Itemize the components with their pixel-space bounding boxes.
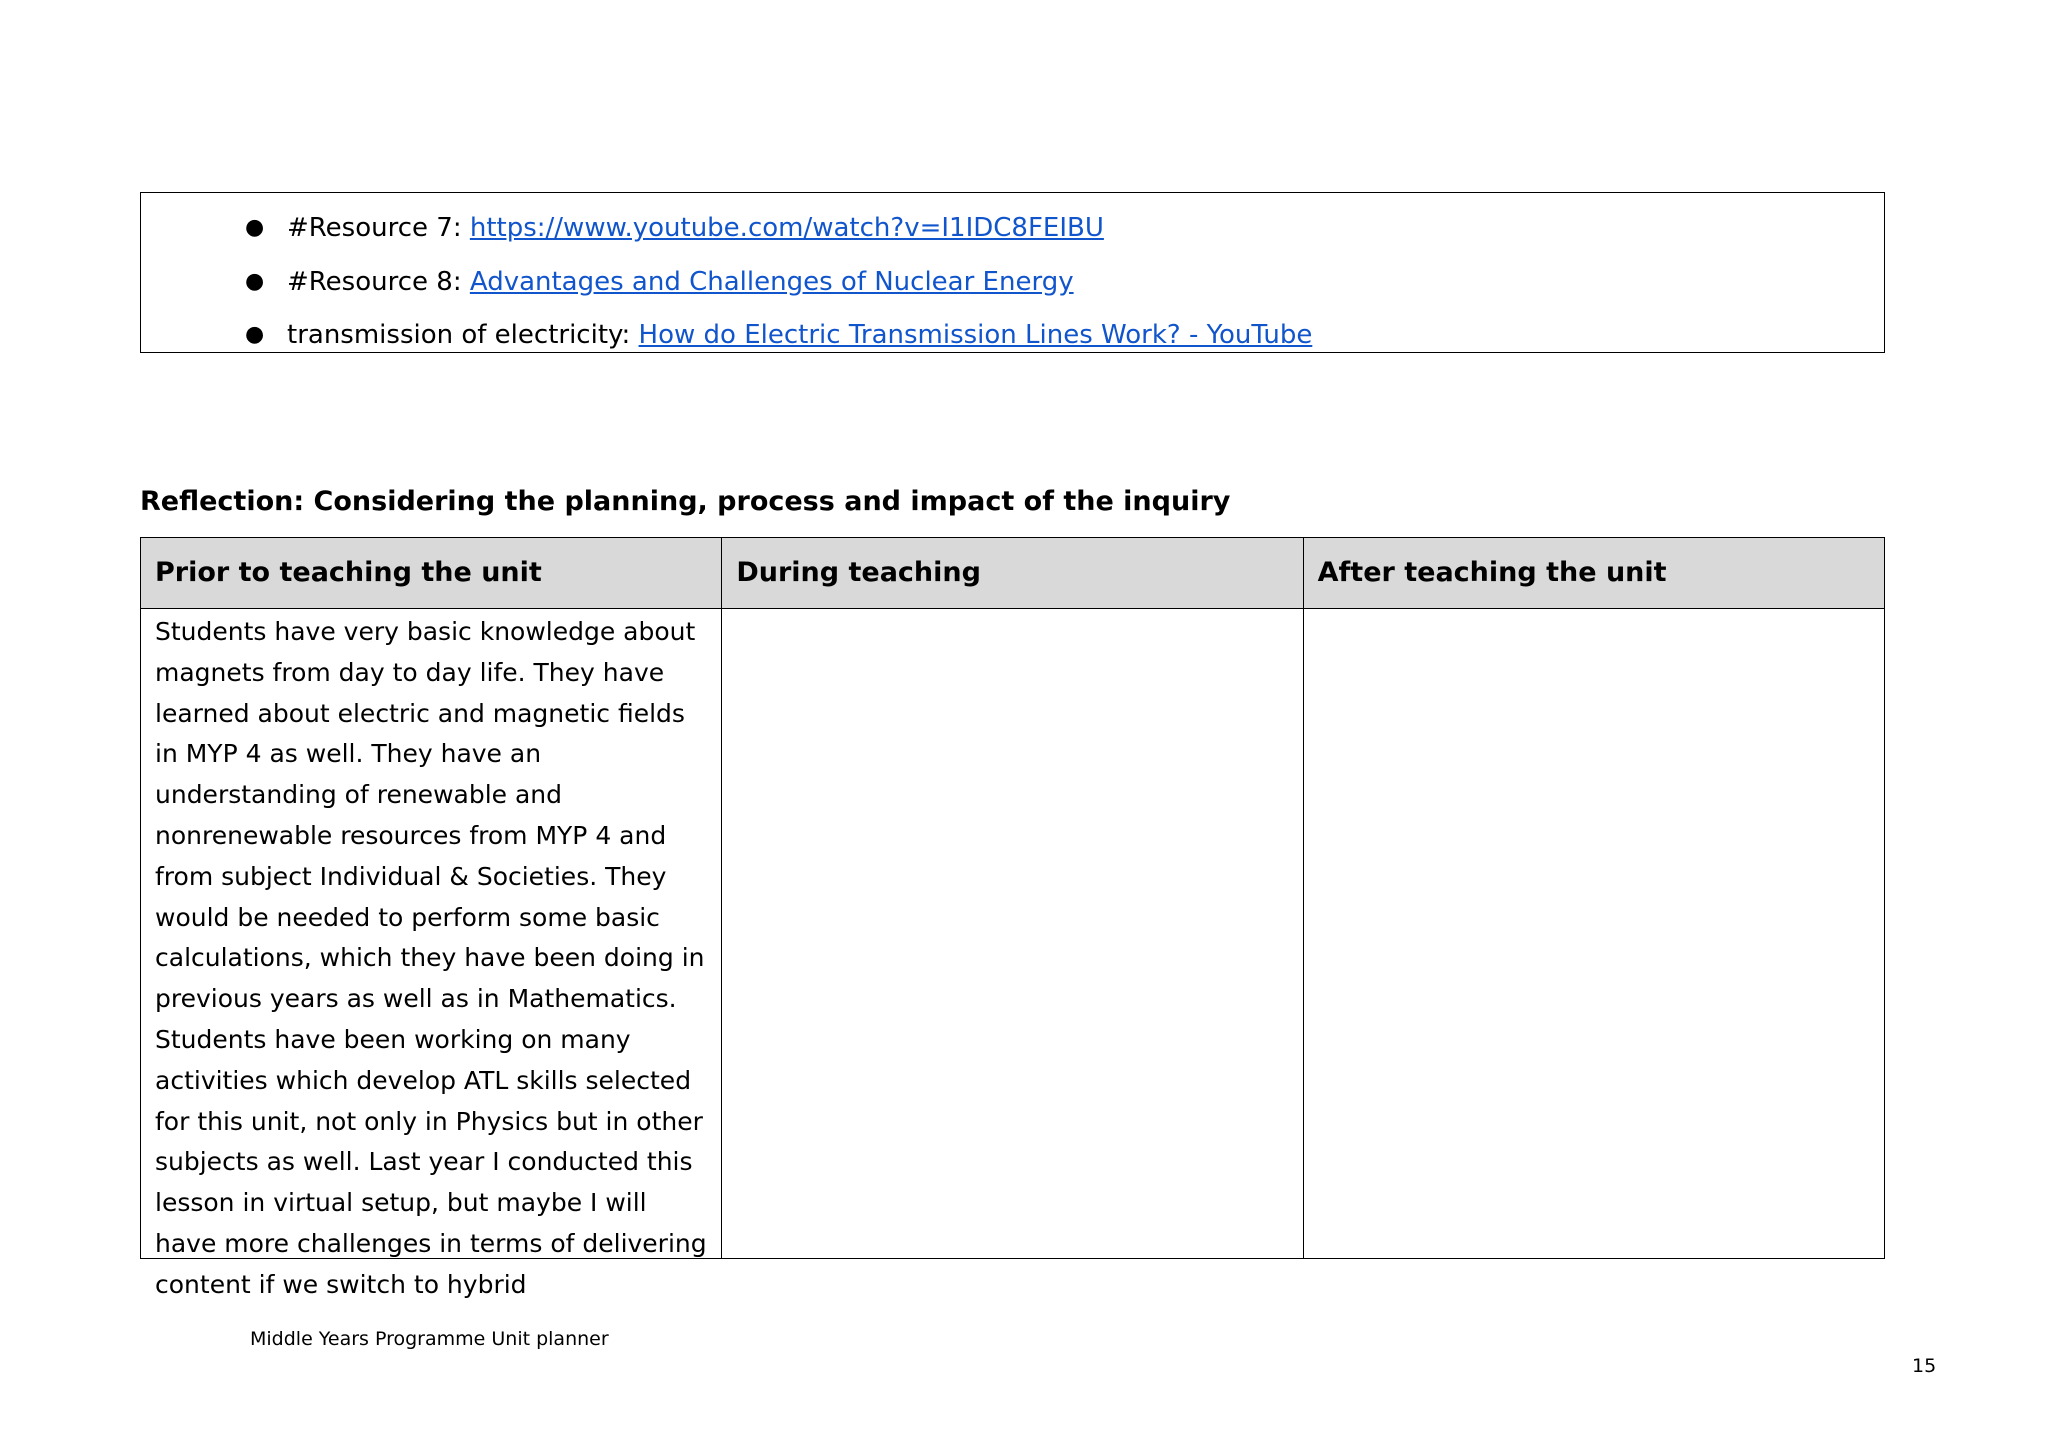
bullet-icon: ● (245, 322, 265, 347)
resource-link[interactable]: How do Electric Transmission Lines Work? - YouTube (638, 320, 1313, 350)
column-header-after: After teaching the unit (1303, 538, 1884, 609)
list-item (141, 316, 1884, 370)
resource-label: #Resource 7: (287, 213, 470, 243)
cell-prior (141, 609, 722, 1299)
resource-box (140, 192, 1885, 353)
resource-list (141, 209, 1884, 370)
cell-after (1303, 609, 1884, 1259)
table-row (141, 609, 1885, 1259)
list-item (141, 209, 1884, 263)
after-text (1318, 612, 1870, 1257)
page-number: 15 (1912, 1355, 1937, 1377)
footer-title: Middle Years Programme Unit planner (250, 1328, 609, 1350)
column-header-during: During teaching (722, 538, 1303, 609)
bullet-icon: ● (245, 268, 265, 294)
resource-link[interactable]: https://www.youtube.com/watch?v=I1IDC8FEIBU (469, 213, 1104, 243)
resource-label: transmission of electricity: (287, 320, 639, 350)
table-header-row (141, 538, 1885, 609)
during-text (736, 612, 1288, 1257)
cell-during (722, 609, 1303, 1259)
reflection-heading: Reflection: Considering the planning, process and impact of the inquiry (140, 486, 1231, 517)
prior-text: Students have very basic knowledge about magnets from day to day life. They have learned about electric and magnetic fields in MYP 4 as well. They have an understanding of renewable and nonrenewable resources from MYP 4 and from subject Individual & Societies. They would be needed to perform some basic calculations, which they have been doing in previous years as well as in Mathematics. Students have been working on many activities which develop ATL skills selected for this unit, not only in Physics but in other subjects as well. Last year I conducted this lesson in virtual setup, but maybe I will have more challenges in terms of delivering content if we switch to hybrid (155, 617, 707, 1299)
column-header-prior: Prior to teaching the unit (141, 538, 722, 609)
reflection-table (140, 537, 1885, 1299)
resource-link[interactable]: Advantages and Challenges of Nuclear Energy (469, 266, 1074, 297)
resource-label: #Resource 8: (287, 266, 470, 297)
bullet-icon: ● (245, 215, 265, 240)
list-item (141, 263, 1884, 317)
